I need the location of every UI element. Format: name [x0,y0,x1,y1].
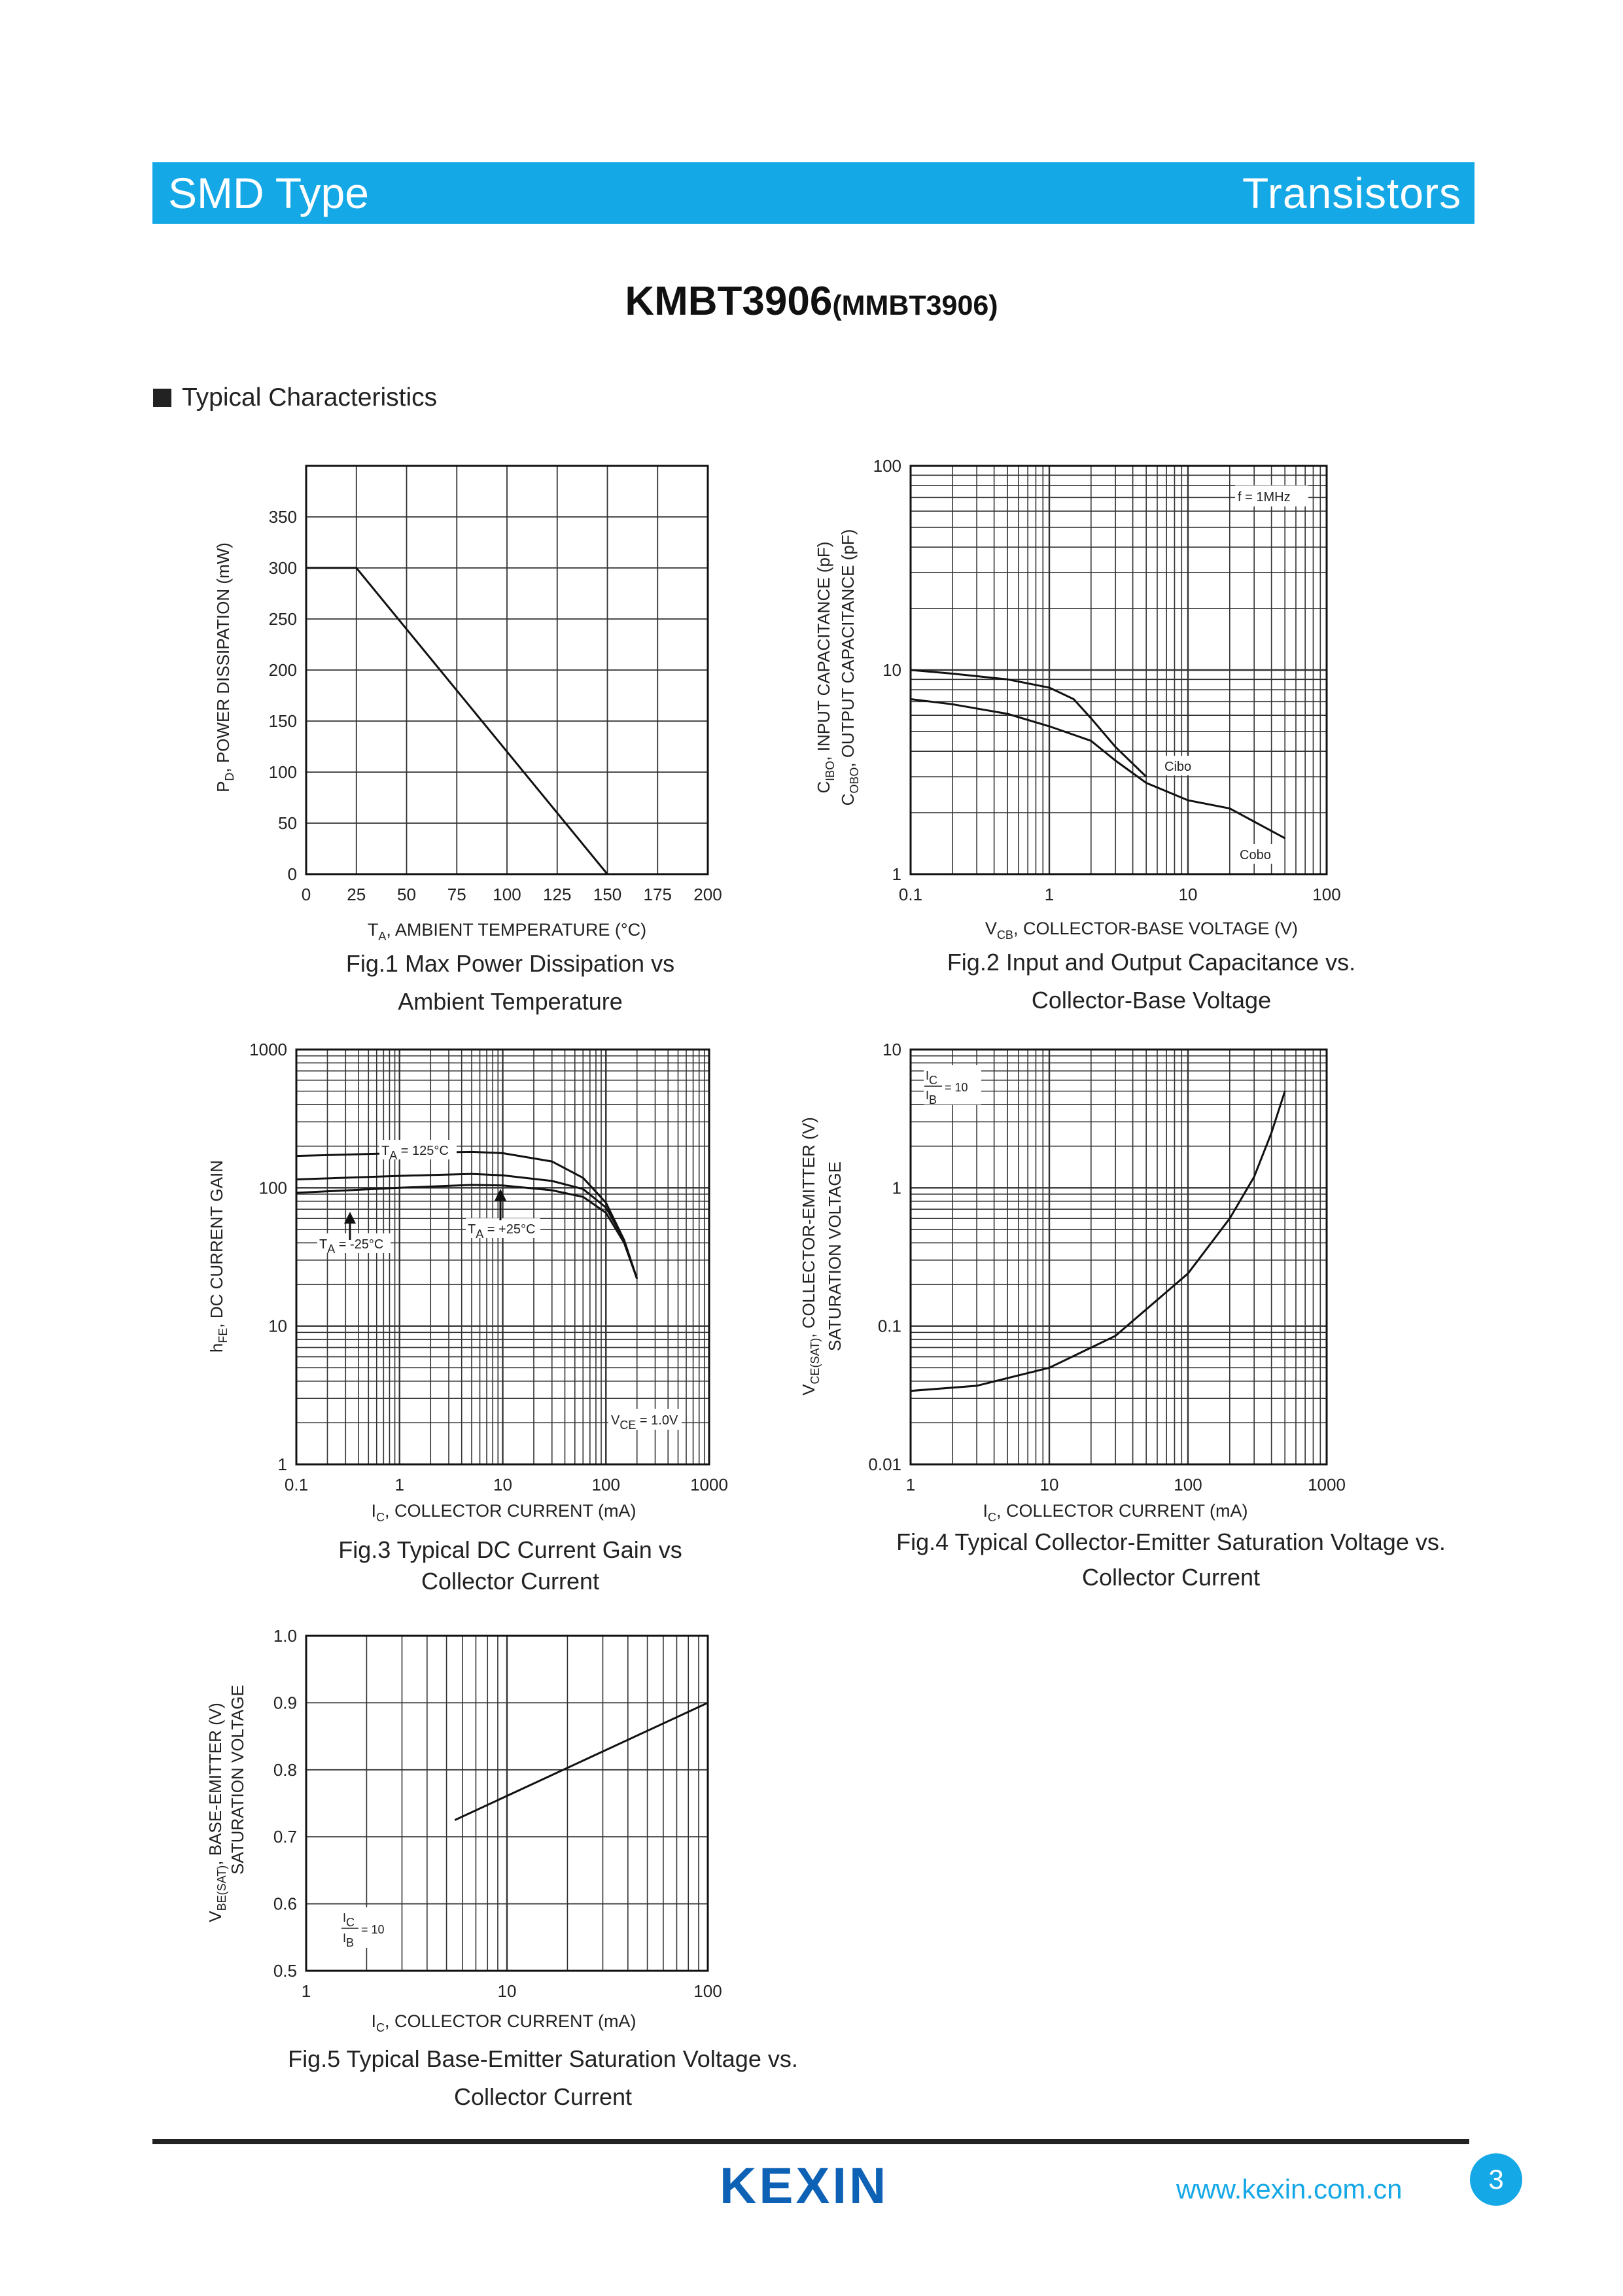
label-segment: C [814,781,833,794]
fig2-annotation [1164,760,1191,774]
section-title: Typical Characteristics [182,383,438,412]
fig1-x-tick-label: 175 [643,885,672,904]
fig1-y-tick-label: 200 [268,660,297,680]
header-right-label: Transistors [1242,169,1461,217]
fig4-caption [844,1525,1498,1595]
fig4-y-axis-label [799,1117,822,1396]
fig2-series-line-0 [911,670,1146,777]
fig2-annotation [1238,490,1291,504]
label-segment: A [327,1243,336,1256]
fig5-x-tick-label: 10 [497,1981,517,2001]
label-segment: T [468,1222,476,1237]
fig5-caption-line1: Fig.5 Typical Base-Emitter Saturation Voltage vs. [288,2045,798,2072]
fig5-series-line-0 [455,1703,708,1820]
fig3-x-tick-label: 1 [394,1475,404,1494]
label-segment: A [378,930,387,943]
header-left-label: SMD Type [168,169,369,217]
label-segment: = -25°C [335,1237,384,1252]
label-segment: = +25°C [483,1222,536,1237]
fig5-y-tick-label: 0.9 [273,1693,297,1713]
label-segment: CB [996,928,1013,942]
fig5-y-axis-label-2: SATURATION VOLTAGE [228,1685,247,1875]
label-segment: V [611,1413,620,1428]
fig5-y-tick-label: 0.7 [273,1827,297,1847]
footer-rule [152,2139,1469,2144]
fig2-y-tick-label: 1 [892,864,901,884]
label-segment: C [987,1511,996,1524]
fig1-x-tick-label: 25 [347,885,366,904]
label-segment: D [223,772,236,781]
label-segment: P [213,781,233,792]
fig2-annotation [1240,848,1271,862]
fig2-x-tick-label: 1 [1044,885,1055,904]
fig1-y-tick-label: 0 [287,864,297,884]
label-segment: = 10 [361,1923,385,1936]
label-segment: I [926,1069,930,1082]
fig4-x-tick-label: 10 [1039,1475,1059,1494]
label-segment: Cibo [1164,760,1192,774]
label-segment: V [799,1384,818,1396]
fig4-x-axis-label [983,1501,1248,1524]
fig3-y-tick-label: 100 [258,1178,287,1198]
label-segment: I [371,2011,376,2031]
fig2-y-axis-label [814,542,837,794]
fig4-x-tick-label: 1 [905,1475,916,1494]
label-segment: B [346,1936,355,1949]
fig2-x-tick-label: 10 [1178,885,1198,904]
fig3-x-tick-label: 10 [493,1475,512,1494]
fig3-caption [249,1534,772,1597]
fig4-caption-line1: Fig.4 Typical Collector-Emitter Saturation Voltage vs. [896,1528,1446,1555]
fig3-arrow-icon [495,1189,506,1201]
fig2-series-line-1 [911,699,1285,839]
label-segment: OBO [848,767,861,794]
fig5-y-tick-label: 0.5 [273,1961,297,1981]
fig5-annotation [361,1923,385,1936]
label-segment: Cobo [1240,848,1271,862]
label-segment: BE(SAT) [215,1865,228,1911]
label-segment: h [207,1343,226,1353]
label-segment: = 125°C [397,1144,449,1158]
fig4-y-axis-label-2: SATURATION VOLTAGE [825,1161,845,1351]
kexin-logo: KEXIN [720,2157,889,2214]
label-segment: I [926,1089,930,1102]
fig1-x-tick-label: 150 [593,885,622,904]
fig5-caption-line2: Collector Current [453,2083,633,2110]
label-segment: CE [620,1419,637,1432]
fig1-caption [249,945,772,1021]
label-segment: = 10 [945,1081,968,1094]
label-segment: , INPUT CAPACITANCE (pF) [814,541,833,761]
fig4-frame [911,1050,1327,1464]
fig4-y-tick-label: 0.01 [868,1455,901,1474]
fig5-x-axis-label [371,2011,636,2034]
fig2-caption [857,944,1446,1019]
label-segment: , OUTPUT CAPACITANCE (pF) [838,529,858,768]
label-segment: , AMBIENT TEMPERATURE (°C) [386,920,647,940]
label-segment: , BASE-EMITTER (V) [205,1703,225,1865]
label-segment: = 1.0V [636,1413,678,1428]
label-segment: IBO [824,760,837,781]
fig5-x-tick-label: 100 [693,1981,722,2001]
fig4-caption-line2: Collector Current [1081,1564,1261,1591]
fig2-y-axis-label [838,529,861,806]
fig1-x-axis-label [368,920,646,943]
label-segment: , COLLECTOR-BASE VOLTAGE (V) [1013,919,1299,938]
fig3-caption-line1: Fig.3 Typical DC Current Gain vs [338,1536,682,1563]
fig3-y-tick-label: 10 [268,1316,287,1336]
fig1-y-tick-label: 350 [268,507,297,527]
label-segment: C [929,1074,938,1087]
label-segment: , COLLECTOR CURRENT (mA) [384,2011,637,2031]
fig2-caption-line1: Fig.2 Input and Output Capacitance vs. [947,949,1356,976]
fig5-y-tick-label: 0.6 [273,1894,297,1914]
label-segment: , DC CURRENT GAIN [207,1159,226,1328]
label-segment: B [929,1093,937,1106]
fig3-x-tick-label: 0.1 [284,1475,309,1494]
fig1-y-tick-label: 300 [268,558,297,578]
label-segment: I [371,1501,376,1521]
fig3-y-axis-label [207,1160,230,1352]
fig1-caption-line2: Ambient Temperature [398,988,623,1015]
fig3-y-tick-label: 1 [277,1455,287,1474]
fig1-x-tick-label: 125 [543,885,572,904]
fig1-x-tick-label: 75 [447,885,466,904]
fig1-y-axis-label [213,542,236,792]
label-segment: FE [217,1328,230,1343]
label-segment: , COLLECTOR CURRENT (mA) [996,1501,1248,1521]
fig4-annotation [945,1081,968,1094]
fig2-y-tick-label: 10 [882,660,901,680]
label-segment: A [389,1149,398,1162]
label-segment: C [375,2021,385,2034]
label-segment: A [476,1227,484,1241]
fig5-caption [249,2040,837,2116]
fig3-caption-line2: Collector Current [421,1568,600,1595]
fig2-caption-line2: Collector-Base Voltage [1031,987,1272,1014]
fig3-x-axis-label [371,1501,636,1524]
fig1-y-tick-label: 250 [268,609,297,629]
label-segment: I [983,1501,988,1521]
fig1-caption-line1: Fig.1 Max Power Dissipation vs [345,950,675,977]
label-segment: T [367,920,379,940]
label-segment: f = 1MHz [1238,490,1291,504]
label-segment: CE(SAT) [809,1337,822,1385]
website-link[interactable]: www.kexin.com.cn [1176,2174,1403,2204]
part-number: KMBT3906 [625,279,833,324]
page-number-badge: 3 [1470,2153,1522,2206]
label-segment: T [319,1237,328,1252]
fig2-x-tick-label: 100 [1312,885,1341,904]
label-segment: C [838,793,858,806]
fig5-y-tick-label: 0.8 [273,1759,297,1780]
label-segment: C [375,1511,385,1524]
label-segment: , COLLECTOR CURRENT (mA) [384,1501,637,1521]
fig1-x-tick-label: 0 [301,885,311,904]
alt-part-number: (MMBT3906) [832,290,998,321]
fig4-x-tick-label: 1000 [1308,1475,1346,1494]
fig2-x-axis-label [985,919,1298,942]
fig1-x-tick-label: 100 [493,885,521,904]
fig1-y-tick-label: 50 [278,813,297,833]
label-segment: V [985,919,997,938]
fig4-series-line-0 [911,1091,1285,1391]
label-segment: , COLLECTOR-EMITTER (V) [799,1117,818,1338]
fig5-y-axis-label [205,1703,228,1922]
fig4-y-tick-label: 1 [892,1178,901,1198]
fig1-x-tick-label: 200 [693,885,722,904]
fig4-x-tick-label: 100 [1174,1475,1202,1494]
fig1-x-tick-label: 50 [397,885,416,904]
label-segment: I [343,1932,347,1945]
fig2-x-tick-label: 0.1 [898,885,923,904]
label-segment: V [205,1911,225,1922]
fig1-y-tick-label: 150 [268,711,297,731]
fig3-x-tick-label: 1000 [690,1475,728,1494]
fig1-y-tick-label: 100 [268,762,297,782]
fig5-y-tick-label: 1.0 [273,1626,297,1646]
fig3-x-tick-label: 100 [591,1475,620,1494]
label-segment: T [381,1144,390,1158]
fig5-x-tick-label: 1 [301,1981,311,2001]
fig4-y-tick-label: 0.1 [877,1316,901,1336]
label-segment: , POWER DISSIPATION (mW) [213,542,233,773]
label-segment: I [343,1911,347,1924]
fig3-y-tick-label: 1000 [249,1040,287,1059]
fig2-y-tick-label: 100 [873,456,901,476]
fig4-y-tick-label: 10 [882,1040,901,1059]
label-segment: C [346,1916,355,1929]
